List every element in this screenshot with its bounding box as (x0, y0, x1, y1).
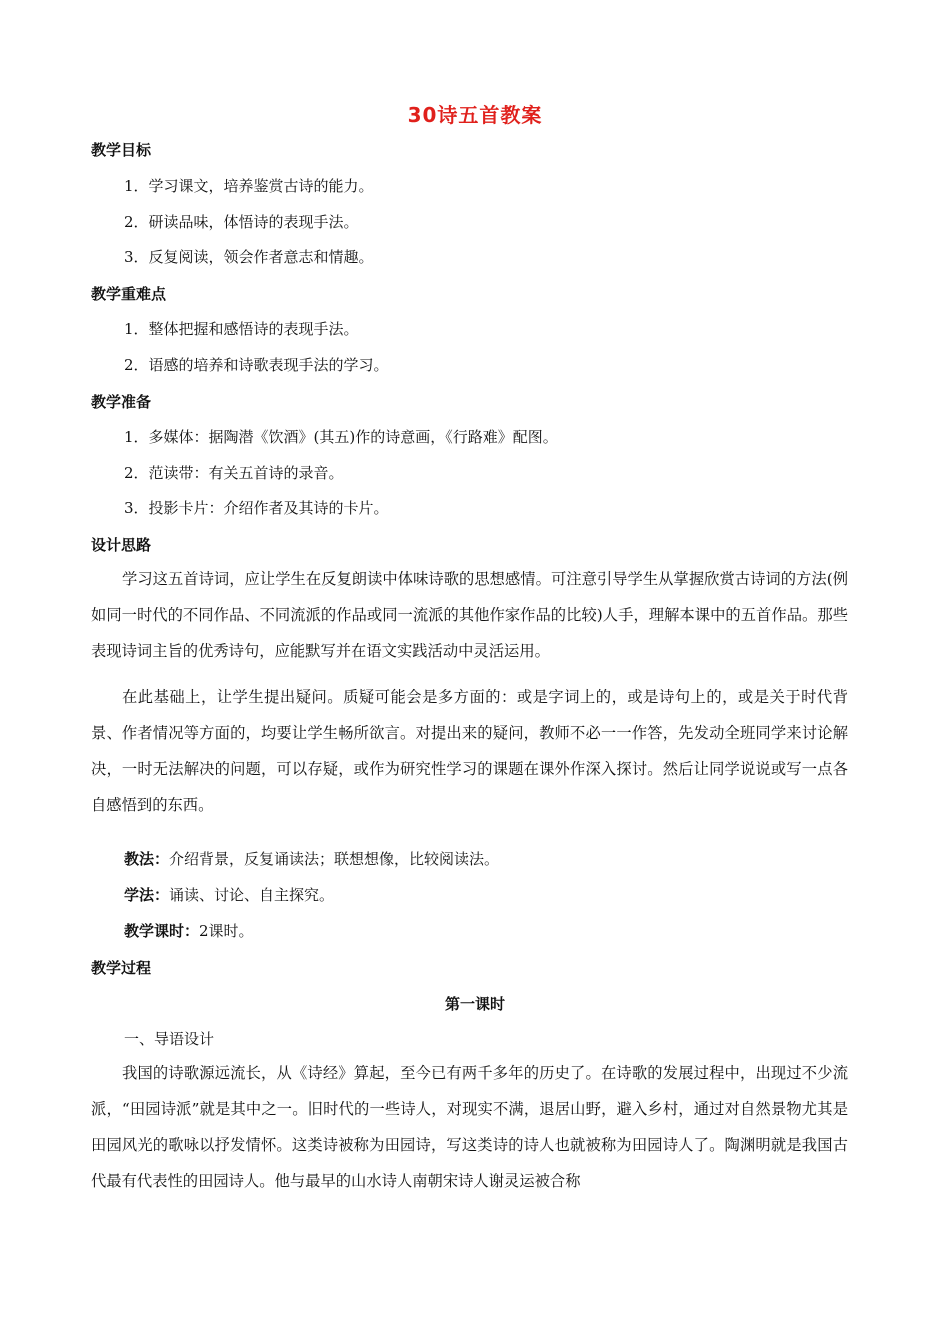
teaching-hours (124, 920, 254, 941)
key-points-heading: 教学重难点 (91, 285, 167, 303)
document-title: 30诗五首教案 (407, 103, 543, 127)
lesson-title: 第一课时 (444, 995, 505, 1013)
teaching-method-label: 教法： (124, 850, 170, 868)
intro-paragraph: 我国的诗歌源远流长，从《诗经》算起，至今已有两千多年的历史了。在诗歌的发展过程中，出现过不少流派，“田园诗派”就是其中之一。旧时代的一些诗人，对现实不满，退居山野，避入乡村，通过对自然景物尤其是田园风光的歌咏以抒发情怀。这类诗被称为田园诗，写这类诗的诗人也就被称为田园诗人了。陶渊明就是我国古代最有代表性的田园诗人。他与最早的山水诗人南朝宋诗人谢灵运被合称 (91, 1064, 848, 1190)
key-point-item: 2．语感的培养和诗歌表现手法的学习。 (124, 356, 389, 374)
preparation-item: 3．投影卡片：介绍作者及其诗的卡片。 (124, 499, 389, 517)
teaching-method-text: 介绍背景，反复诵读法；联想想像，比较阅读法。 (169, 850, 500, 868)
preparation-heading: 教学准备 (91, 393, 152, 411)
preparation-item: 1．多媒体：据陶潜《饮酒》(其五)作的诗意画，《行路难》配图。 (124, 428, 558, 446)
preparation-item: 2．范读带：有关五首诗的录音。 (124, 464, 344, 482)
goal-item: 3．反复阅读，领会作者意志和情趣。 (124, 248, 374, 266)
teaching-hours-label: 教学课时： (124, 922, 200, 940)
teaching-method (124, 848, 499, 869)
design-paragraph: 学习这五首诗词，应让学生在反复朗读中体味诗歌的思想感情。可注意引导学生从掌握欣赏古诗词的方法(例如同一时代的不同作品、不同流派的作品或同一流派的其他作家作品的比较)人手，理解本课中的五首作品。那些表现诗词主旨的优秀诗句，应能默写并在语文实践活动中灵活运用。 (91, 570, 848, 660)
goal-item: 2．研读品味，体悟诗的表现手法。 (124, 213, 359, 231)
design-paragraph: 在此基础上，让学生提出疑问。质疑可能会是多方面的：或是字词上的，或是诗句上的，或是关于时代背景、作者情况等方面的，均要让学生畅所欲言。对提出来的疑问，教师不必一一作答，先发动全班同学来讨论解决，一时无法解决的问题，可以存疑，或作为研究性学习的课题在课外作深入探讨。然后让同学说说或写一点各自感悟到的东西。 (91, 688, 848, 814)
goal-item: 1．学习课文，培养鉴赏古诗的能力。 (124, 177, 374, 195)
learning-method-text: 诵读、讨论、自主探究。 (169, 886, 335, 904)
learning-method-label: 学法： (124, 886, 170, 904)
design-heading: 设计思路 (91, 536, 152, 554)
step-heading: 一、导语设计 (124, 1030, 215, 1048)
key-point-item: 1．整体把握和感悟诗的表现手法。 (124, 320, 359, 338)
process-heading: 教学过程 (91, 959, 152, 977)
teaching-hours-text: 2课时。 (199, 922, 254, 940)
goals-heading: 教学目标 (91, 141, 152, 159)
learning-method (124, 884, 334, 905)
